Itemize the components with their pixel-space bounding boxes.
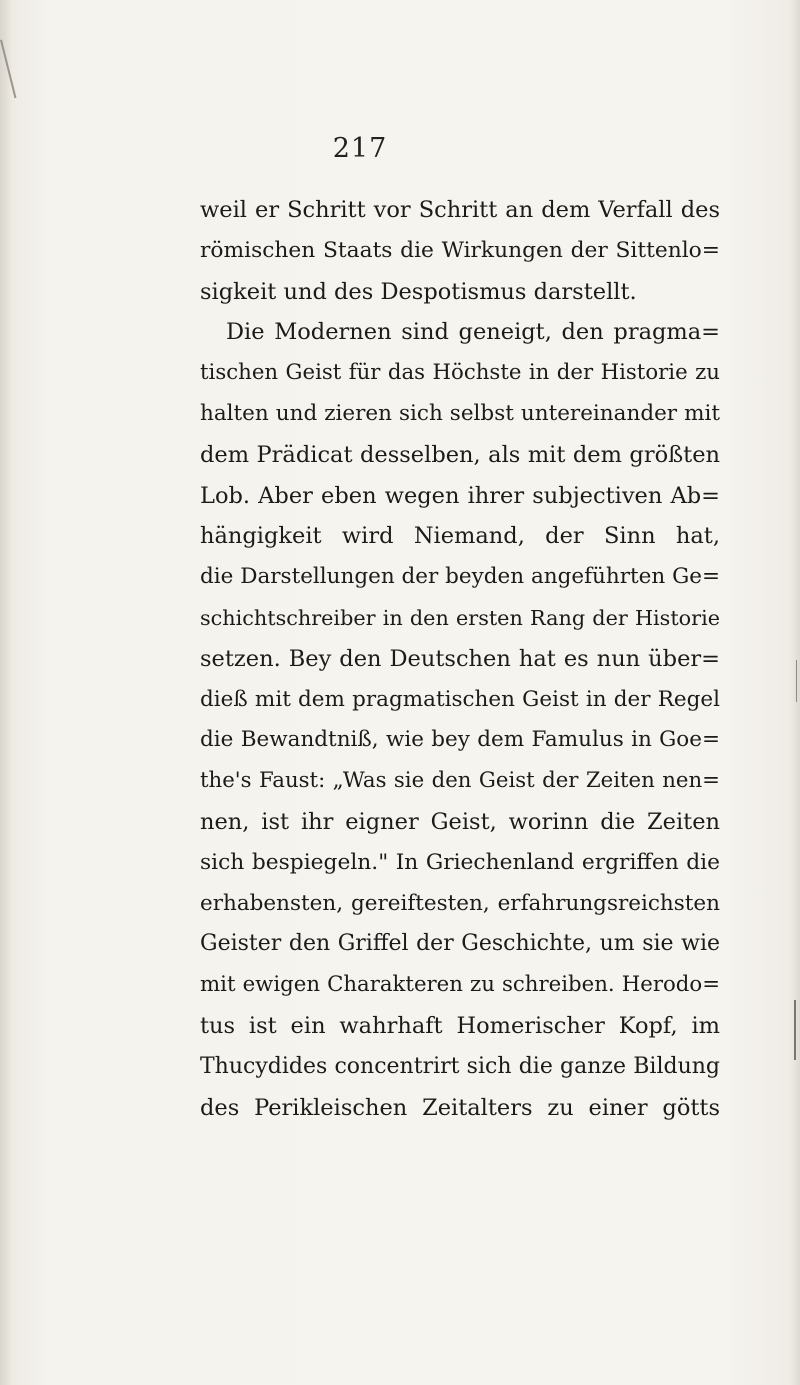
text-line: sich bespiegeln." In Griechenland ergriffen die — [200, 849, 720, 875]
scan-artifact-mark — [796, 660, 797, 702]
text-line: tischen Geist für das Höchste in der Historie zu — [200, 360, 720, 386]
text-line: the's Faust: „Was sie den Geist der Zeiten nen= — [200, 768, 720, 794]
text-line: dem Prädicat desselben, als mit dem größten — [200, 441, 720, 468]
scan-artifact-mark — [794, 1000, 796, 1060]
text-line: Thucydides concentrirt sich die ganze Bildung — [200, 1053, 720, 1079]
body-text — [200, 190, 720, 1128]
text-line: des Perikleischen Zeitalters zu einer götts — [200, 1094, 720, 1121]
text-line: nen, ist ihr eigner Geist, worinn die Zeiten — [200, 808, 720, 835]
text-line: mit ewigen Charakteren zu schreiben. Herodo= — [200, 972, 720, 998]
text-line: hängigkeit wird Niemand, der Sinn hat, — [200, 523, 720, 550]
text-line: sigkeit und des Despotismus darstellt. — [200, 278, 637, 305]
page-shadow-right — [790, 0, 800, 1385]
page-shadow-left — [0, 0, 12, 1385]
text-line: halten und zieren sich selbst untereinander mit — [200, 400, 720, 426]
text-line: Geister den Griffel der Geschichte, um sie wie — [200, 931, 720, 957]
text-line: erhabensten, gereiftesten, erfahrungsreichsten — [200, 890, 720, 916]
text-line: die Bewandtniß, wie bey dem Famulus in Goe= — [200, 727, 720, 753]
text-line: Die Modernen sind geneigt, den pragma= — [226, 319, 720, 346]
text-line: römischen Staats die Wirkungen der Sittenlo= — [200, 237, 720, 263]
text-line: schichtschreiber in den ersten Rang der Historie — [200, 605, 720, 630]
text-line: dieß mit dem pragmatischen Geist in der Regel — [200, 686, 720, 712]
page-number: 217 — [332, 133, 388, 164]
text-line: setzen. Bey den Deutschen hat es nun über= — [200, 645, 720, 672]
text-line: Lob. Aber eben wegen ihrer subjectiven Ab= — [200, 482, 720, 509]
text-line: weil er Schritt vor Schritt an dem Verfall des — [200, 197, 720, 223]
text-line: die Darstellungen der beyden angeführten Ge= — [200, 564, 720, 590]
text-line: tus ist ein wahrhaft Homerischer Kopf, im — [200, 1012, 720, 1039]
